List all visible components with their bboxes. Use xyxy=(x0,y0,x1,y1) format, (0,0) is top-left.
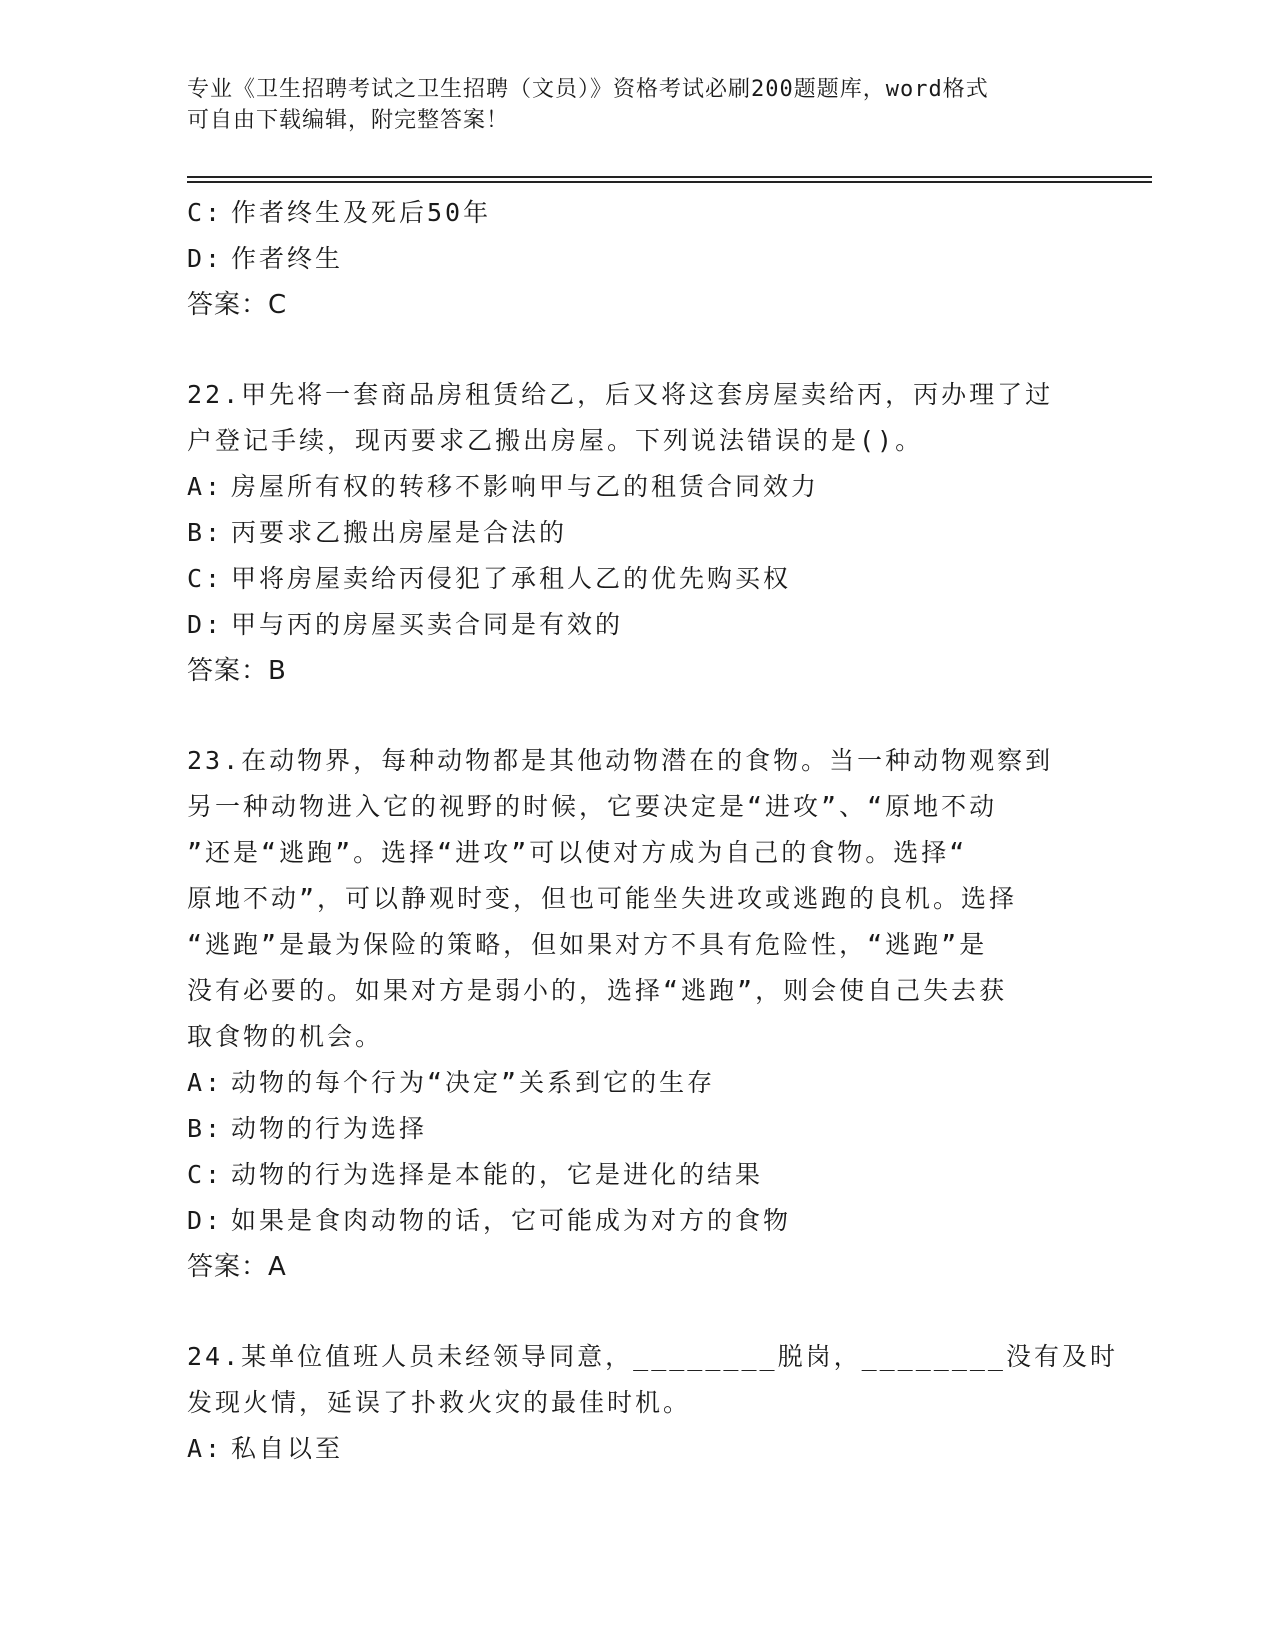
option-text: 房屋所有权的转移不影响甲与乙的租赁合同效力 xyxy=(231,472,820,501)
option-text: 丙要求乙搬出房屋是合法的 xyxy=(231,518,568,547)
option-text: 作者终生及死后50年 xyxy=(231,198,492,227)
question-text-line: 22.甲先将一套商品房租赁给乙，后又将这套房屋卖给丙，丙办理了过 xyxy=(187,380,1054,409)
question-text-line: 户登记手续，现丙要求乙搬出房屋。下列说法错误的是()。 xyxy=(187,426,924,455)
option-text: 动物的行为选择是本能的，它是进化的结果 xyxy=(231,1160,764,1189)
option-letter: A: xyxy=(187,1068,224,1097)
question-text-line: 原地不动”，可以静观时变，但也可能坐失进攻或逃跑的良机。选择 xyxy=(187,884,1018,913)
option-letter: D: xyxy=(187,244,224,273)
option-text: 动物的每个行为“决定”关系到它的生存 xyxy=(231,1068,716,1097)
option-letter: C: xyxy=(187,564,224,593)
option-letter: A: xyxy=(187,1434,224,1463)
answer-line: 答案：C xyxy=(187,290,288,320)
answer-line: 答案：A xyxy=(187,1252,287,1282)
question-text-line: 没有必要的。如果对方是弱小的，选择“逃跑”，则会使自己失去获 xyxy=(187,976,1008,1005)
option-letter: C: xyxy=(187,1160,224,1189)
question-24 xyxy=(187,1334,1118,1472)
option-d xyxy=(187,602,1087,648)
option-letter: D: xyxy=(187,610,224,639)
header-divider-bottom xyxy=(187,181,1152,183)
option-letter: B: xyxy=(187,518,224,547)
option-c xyxy=(187,1152,1087,1198)
header-divider-top xyxy=(187,176,1152,178)
option-d xyxy=(187,1198,1087,1244)
document-header xyxy=(187,74,1067,136)
question-text-line: 发现火情，延误了扑救火灾的最佳时机。 xyxy=(187,1388,692,1417)
question-23 xyxy=(187,738,1087,1290)
option-text: 甲与丙的房屋买卖合同是有效的 xyxy=(231,610,624,639)
question-list xyxy=(187,190,1118,1472)
question-21-tail xyxy=(187,190,1087,328)
option-a xyxy=(187,464,1087,510)
option-letter: C: xyxy=(187,198,224,227)
option-a xyxy=(187,1060,1087,1106)
option-b xyxy=(187,510,1087,556)
question-text-line: 另一种动物进入它的视野的时候，它要决定是“进攻”、“原地不动 xyxy=(187,792,998,821)
option-text: 甲将房屋卖给丙侵犯了承租人乙的优先购买权 xyxy=(231,564,792,593)
option-letter: D: xyxy=(187,1206,224,1235)
question-text-line: “逃跑”是最为保险的策略，但如果对方不具有危险性，“逃跑”是 xyxy=(187,930,988,959)
option-b xyxy=(187,1106,1087,1152)
answer-line: 答案：B xyxy=(187,656,287,686)
option-text: 作者终生 xyxy=(231,244,344,273)
question-text-line: 23.在动物界，每种动物都是其他动物潜在的食物。当一种动物观察到 xyxy=(187,746,1054,775)
option-text: 私自以至 xyxy=(231,1434,344,1463)
option-c xyxy=(187,556,1087,602)
question-text-line: 取食物的机会。 xyxy=(187,1022,384,1051)
option-text: 动物的行为选择 xyxy=(231,1114,428,1143)
question-text-line: 24.某单位值班人员未经领导同意，________脱岗，________没有及时 xyxy=(187,1342,1118,1371)
option-a xyxy=(187,1426,1087,1472)
option-d xyxy=(187,236,1087,282)
question-22 xyxy=(187,372,1087,694)
option-letter: A: xyxy=(187,472,224,501)
option-c xyxy=(187,190,1087,236)
header-line-2: 可自由下载编辑，附完整答案！ xyxy=(187,108,510,133)
question-text-line: ”还是“逃跑”。选择“进攻”可以使对方成为自己的食物。选择“ xyxy=(187,838,968,867)
header-line-1: 专业《卫生招聘考试之卫生招聘（文员）》资格考试必刷200题题库，word格式 xyxy=(187,77,989,102)
option-letter: B: xyxy=(187,1114,224,1143)
option-text: 如果是食肉动物的话，它可能成为对方的食物 xyxy=(231,1206,792,1235)
